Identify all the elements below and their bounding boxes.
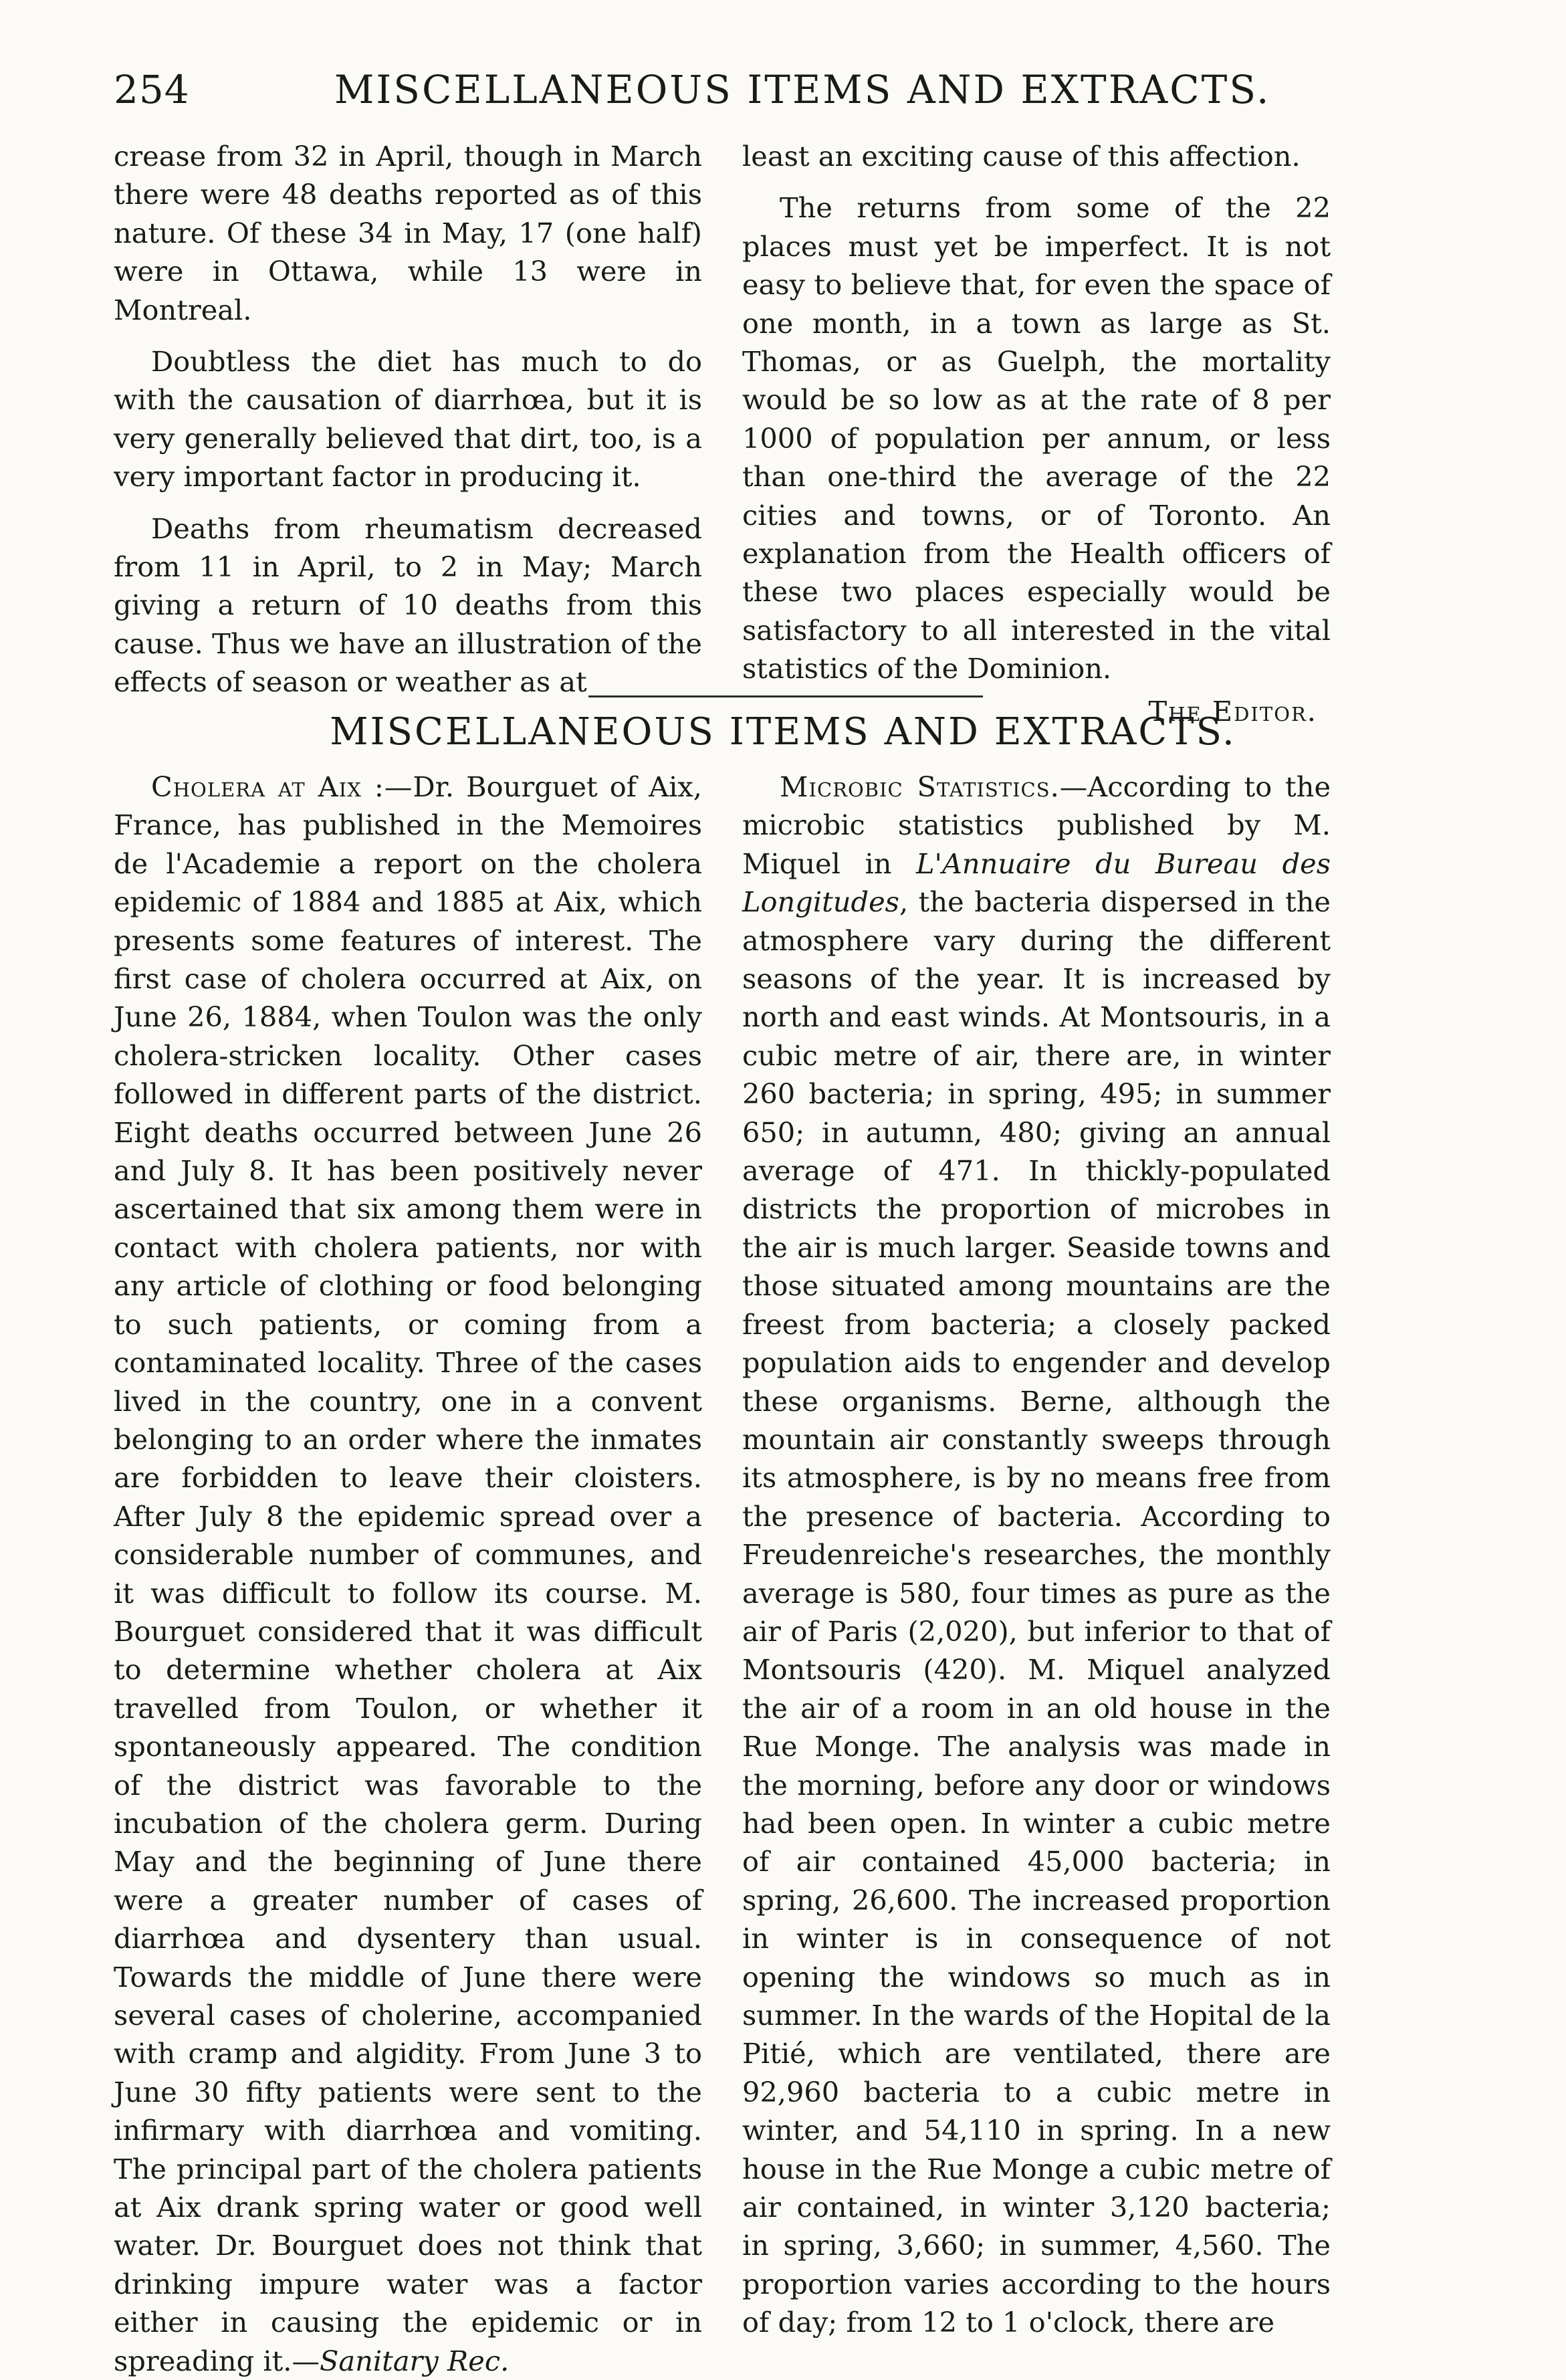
- top-right-column: [742, 137, 1331, 730]
- page-header: [114, 60, 1317, 134]
- cholera-article: [114, 768, 702, 2380]
- page-number: 254: [114, 67, 190, 112]
- paragraph-rheumatism: Deaths from rheumatism decreased from 11 in April, to 2 in May; March giving a return of 10 deaths from this cause. Thus we have an illustration of the effects of season or weather as at: [114, 512, 702, 699]
- microbic-body-b: , the bacteria dispersed in the atmosphere vary during the different seasons of the year. It is increased by north and east winds. At Montsouris, in a cubic metre of air, there are, in winter 260 bacteria; in spring, 495; in summer 650; in autumn, 480; giving an annual average of 471. In thickly-populated districts the proportion of microbes in the air is much larger. Seaside towns and those situated among mountains are the freest from bacteria; a closely packed population aids to engender and develop these organisms. Berne, although the mountain air constantly sweeps through its atmosphere, is by no means free from the presence of bacteria. According to Freudenreiche's researches, the monthly average is 580, four times as pure as the air of Paris (2,020), but inferior to that of Montsouris (420). M. Miquel analyzed the air of a room in an old house in the Rue Monge. The analysis was made in the morning, before any door or windows had been open. In winter a cubic metre of air contained 45,000 bacteria; in spring, 26,600. The increased proportion in winter is in consequence of not opening the windows so much as in summer. In the wards of the Hopital de la Pitié, which are ventilated, there are 92,960 bacteria to a cubic metre in winter, and 54,110 in spring. In a new house in the Rue Monge a cubic metre of air contained, in winter 3,120 bacteria; in spring, 3,660; in summer, 4,560. The proportion varies according to the hours of day; from 12 to 1 o'clock, there are: [742, 885, 1331, 2339]
- paragraph-diet: Doubtless the diet has much to do with the causation of diarrhœa, but it is very generally believed that dirt, too, is a very important factor in producing it.: [114, 345, 702, 494]
- section-title: MISCELLANEOUS ITEMS AND EXTRACTS.: [330, 710, 1236, 754]
- microbic-body-a: —According to the microbic statistics published by M. Miquel in: [742, 770, 1331, 880]
- section-divider: [588, 695, 983, 697]
- microbic-journal: L'Annuaire du Bureau des Longitudes: [742, 847, 1331, 919]
- editor-signature: The Editor.: [1148, 694, 1317, 728]
- microbic-paragraph: [742, 768, 1331, 2342]
- cholera-source: Sanitary Rec.: [319, 2344, 510, 2377]
- cholera-heading: Cholera at Aix :—: [151, 770, 413, 803]
- cholera-body: Dr. Bourguet of Aix, France, has published in the Memoires de l'Academie a report on the cholera epidemic of 1884 and 1885 at Aix, which presents some features of interest. The first case of cholera occurred at Aix, on June 26, 1884, when Toulon was the only cholera-stricken locality. Other cases followed in different parts of the district. Eight deaths occurred between June 26 and July 8. It has been positively never ascertained that six among them were in contact with cholera patients, nor with any article of clothing or food belonging to such patients, or coming from a contaminated locality. Three of the cases lived in the country, one in a convent belonging to an order where the inmates are forbidden to leave their cloisters. After July 8 the epidemic spread over a considerable number of communes, and it was difficult to follow its course. M. Bourguet considered that it was difficult to determine whether cholera at Aix travelled from Toulon, or whether it spontaneously appeared. The condition of the district was favorable to the incubation of the cholera germ. During May and the beginning of June there were a greater number of cases of diarrhœa and dysentery than usual. Towards the middle of June there were several cases of cholerine, accompanied with cramp and algidity. From June 3 to June 30 fifty patients were sent to the infirmary with diarrhœa and vomiting. The principal part of the cholera patients at Aix drank spring water or good well water. Dr. Bourguet does not think that drinking impure water was a factor either in causing the epidemic or in spreading it.—: [114, 770, 702, 2377]
- microbic-heading: Microbic Statistics.: [780, 770, 1060, 803]
- paragraph-diarrhoea-deaths: crease from 32 in April, though in March there were 48 deaths reported as of this nature. Of these 34 in May, 17 (one half) were in Ottawa, while 13 were in Montreal.: [114, 140, 702, 326]
- top-left-column: [114, 137, 702, 701]
- paragraph-exciting-cause: least an exciting cause of this affection.: [742, 140, 1301, 173]
- cholera-paragraph: [114, 768, 702, 2380]
- paragraph-returns: The returns from some of the 22 places must yet be imperfect. It is not easy to believe that, for even the space of one month, in a town as large as St. Thomas, or as Guelph, the mortality would be so low as at the rate of 8 per 1000 of population per annum, or less than one-third the average of the 22 cities and towns, or of Toronto. An explanation from the Health officers of these two places especially would be satisfactory to all interested in the vital statistics of the Dominion.: [742, 191, 1331, 685]
- running-head: MISCELLANEOUS ITEMS AND EXTRACTS.: [334, 67, 1271, 112]
- microbic-article: [742, 768, 1331, 2342]
